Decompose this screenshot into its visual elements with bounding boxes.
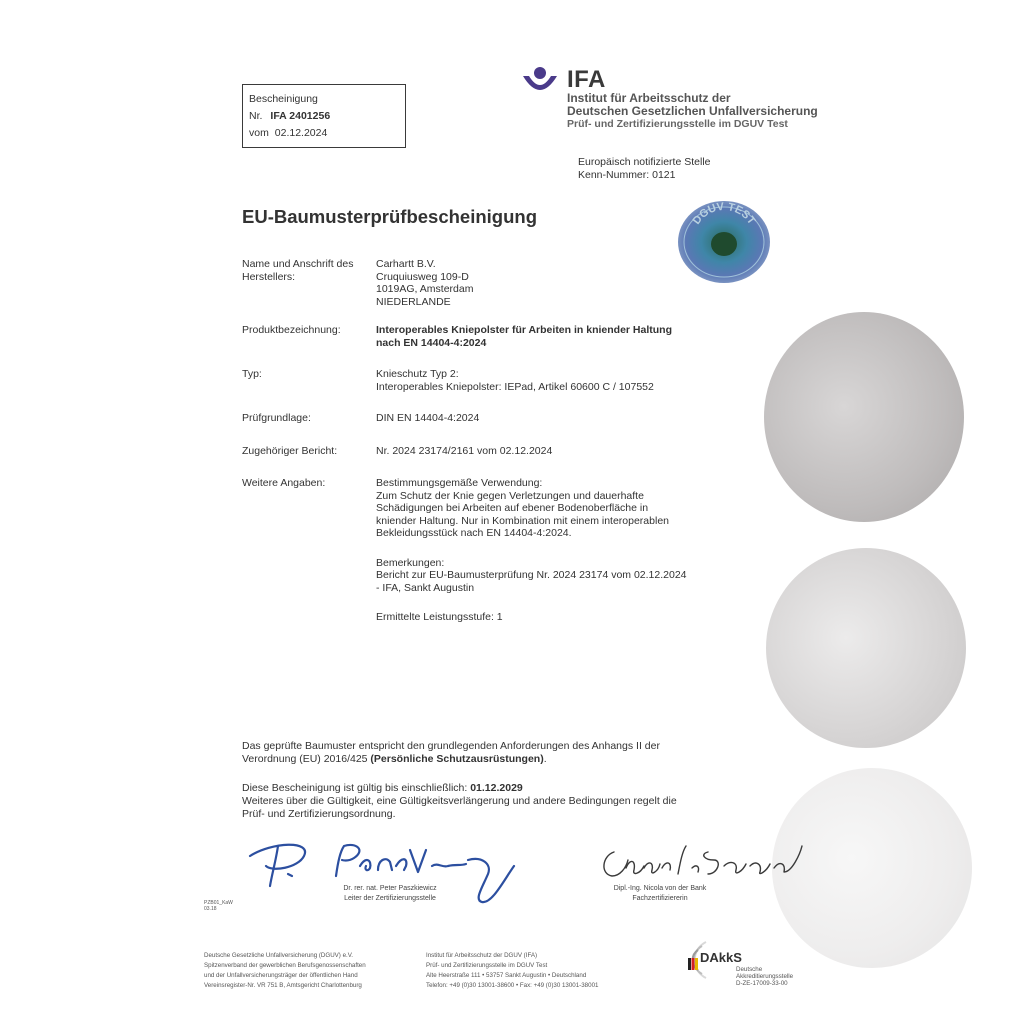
validity-line-3: Prüf- und Zertifizierungsordnung. [242, 808, 396, 820]
manufacturer-name: Carhartt B.V. [376, 258, 436, 270]
footer-mid-line: Alte Heerstraße 111 • 53757 Sankt Augustin • Deutschland [426, 972, 587, 979]
product-label: Produktbezeichnung: [242, 324, 341, 336]
signature-von-der-bank [596, 838, 816, 888]
product-name-line-2: nach EN 14404-4:2024 [376, 336, 487, 349]
signatory-2 [590, 884, 730, 904]
intended-use-line: Bekleidungsstück nach EN 14404-4:2024. [376, 527, 572, 539]
hologram-disc-top [764, 312, 964, 522]
hologram-disc-middle [766, 548, 966, 748]
validity-line-2: Weiteres über die Gültigkeit, eine Gültigkeitsverlängerung und andere Bedingungen regelt die [242, 795, 677, 807]
validity-line-1 [242, 782, 742, 795]
manufacturer-label-line-2: Herstellers: [242, 270, 296, 283]
performance-level: Ermittelte Leistungsstufe: 1 [376, 611, 503, 623]
type-line-1: Knieschutz Typ 2: [376, 368, 459, 380]
certificate-number: IFA 2401256 [270, 110, 331, 122]
further-info [376, 477, 736, 624]
manufacturer-address [376, 258, 736, 308]
signatory-1-name: Dr. rer. nat. Peter Paszkiewicz [343, 885, 437, 892]
manufacturer-street: Cruquiusweg 109-D [376, 270, 469, 283]
conformity-statement [242, 740, 722, 766]
signatory-1 [300, 884, 480, 904]
ifa-line-3: Prüf- und Zertifizierungsstelle im DGUV Test [567, 118, 788, 130]
manufacturer-country: NIEDERLANDE [376, 295, 451, 308]
ifa-line-2: Deutschen Gesetzlichen Unfallversicherung [567, 104, 818, 118]
type-value [376, 368, 736, 393]
footer-ifa [426, 951, 598, 991]
dakks-info [736, 966, 793, 987]
form-code-line-2: 03.18 [204, 906, 217, 912]
signatory-2-role: Fachzertifiziererin [632, 895, 688, 902]
certificate-date-label: vom [249, 127, 269, 139]
notified-line-2: Kenn-Nummer: 0121 [578, 169, 676, 181]
test-basis-value: DIN EN 14404-4:2024 [376, 412, 480, 424]
certificate-date: 02.12.2024 [274, 127, 328, 139]
test-basis-label: Prüfgrundlage: [242, 412, 311, 424]
ifa-line-1: Institut für Arbeitsschutz der [567, 91, 731, 105]
notified-body [578, 156, 711, 182]
intended-use-heading: Bestimmungsgemäße Verwendung: [376, 477, 543, 489]
further-info-label: Weitere Angaben: [242, 477, 326, 489]
footer-mid-line: Telefon: +49 (0)30 13001-38600 • Fax: +49 (0)30 13001-38001 [426, 982, 599, 989]
ifa-header [567, 68, 818, 131]
regulation-text: Verordnung (EU) 2016/425 [242, 753, 371, 765]
signatory-2-name: Dipl.-Ing. Nicola von der Bank [613, 885, 707, 892]
footer-mid-line: Prüf- und Zertifizierungsstelle im DGUV Test [426, 962, 548, 969]
notified-line-1: Europäisch notifizierte Stelle [578, 156, 711, 168]
remarks-heading: Bemerkungen: [376, 556, 445, 569]
certificate-label: Bescheinigung [249, 93, 318, 105]
conformity-line-2 [242, 753, 722, 766]
seal-text: DGUV TEST [690, 200, 758, 227]
footer-left-line: und der Unfallversicherungsträger der öffentlichen Hand [204, 972, 358, 979]
remarks-line: Bericht zur EU-Baumusterprüfung Nr. 2024 23174 vom 02.12.2024 [376, 569, 687, 581]
dakks-line: D-ZE-17009-33-00 [736, 980, 788, 987]
intended-use-line: Zum Schutz der Knie gegen Verletzungen und dauerhafte [376, 489, 644, 502]
manufacturer-city: 1019AG, Amsterdam [376, 283, 474, 295]
footer-left-line: Deutsche Gesetzliche Unfallversicherung (DGUV) e.V. [204, 952, 354, 959]
regulation-suffix: . [543, 753, 547, 765]
type-line-2: Interoperables Kniepolster: IEPad, Artikel 60600 C / 107552 [376, 380, 654, 393]
certificate-box [242, 84, 406, 148]
ifa-logo-text: IFA [567, 66, 606, 93]
intended-use-line: kniender Haltung. Nur in Kombination mit einem interoperablen [376, 514, 669, 527]
report-value: Nr. 2024 23174/2161 vom 02.12.2024 [376, 445, 553, 457]
form-code-line-1: PZB01_KaW [204, 900, 233, 906]
page-title: EU-Baumusterprüfbescheinigung [242, 206, 537, 227]
signatory-1-role: Leiter der Zertifizierungsstelle [344, 895, 436, 902]
report-label: Zugehöriger Bericht: [242, 445, 338, 457]
conformity-line-1: Das geprüfte Baumuster entspricht den grundlegenden Anforderungen des Anhangs II der [242, 740, 660, 752]
dakks-logo-text: DAkkS [700, 950, 742, 965]
manufacturer-label [242, 258, 353, 283]
remarks-line: - IFA, Sankt Augustin [376, 581, 475, 594]
footer-mid-line: Institut für Arbeitsschutz der DGUV (IFA) [426, 952, 538, 959]
dakks-line: Akkreditierungsstelle [736, 973, 794, 980]
regulation-title: (Persönliche Schutzausrüstungen) [370, 753, 544, 765]
product-name [376, 324, 736, 349]
ifa-logo-icon [520, 64, 560, 98]
validity-date: 01.12.2029 [470, 782, 523, 794]
certificate-nr-label: Nr. [249, 110, 263, 122]
validity-statement [242, 782, 742, 821]
manufacturer-label-line-1: Name und Anschrift des [242, 258, 354, 270]
certificate-number-row [249, 108, 397, 125]
form-code [204, 900, 233, 912]
footer-left-line: Spitzenverband der gewerblichen Berufsgenossenschaften [204, 962, 366, 969]
dakks-line: Deutsche [736, 966, 763, 973]
product-name-line-1: Interoperables Kniepolster für Arbeiten in kniender Haltung [376, 324, 672, 336]
footer-dguv [204, 951, 366, 991]
footer-left-line: Vereinsregister-Nr. VR 751 B, Amtsgericht Charlottenburg [204, 982, 362, 989]
intended-use-line: Schädigungen bei Arbeiten auf ebener Bodenoberfläche in [376, 502, 649, 514]
certificate-date-row [249, 125, 397, 142]
validity-prefix: Diese Bescheinigung ist gültig bis einschließlich: [242, 782, 471, 794]
type-label: Typ: [242, 368, 262, 380]
